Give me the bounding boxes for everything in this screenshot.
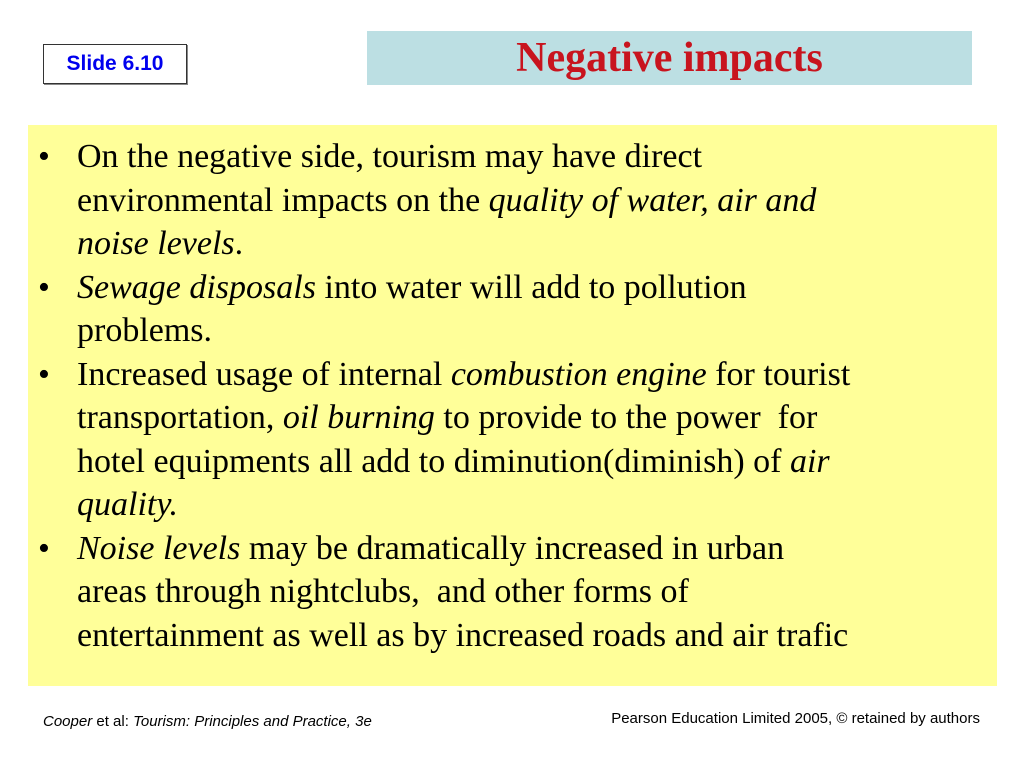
footer-citation (43, 713, 372, 730)
bullet-marker: • (38, 268, 50, 306)
body-text: for tourist (706, 355, 851, 393)
body-text: may be dramatically increased in urban (240, 529, 785, 567)
content-box (28, 125, 997, 686)
body-text: areas through nightclubs, and other forms of (77, 573, 689, 610)
bullet-list (28, 135, 850, 657)
emphasis-text: Sewage disposals (77, 268, 316, 306)
bullet-line (77, 135, 850, 179)
emphasis-text: oil burning (282, 399, 435, 436)
emphasis-text: air (789, 442, 830, 480)
bullet-line (77, 179, 850, 223)
bullet-line (77, 570, 850, 614)
bullet-line (77, 309, 850, 353)
bullet-line (77, 483, 850, 527)
bullet-line (77, 353, 850, 397)
body-text: entertainment as well as by increased roads and air trafic (77, 616, 849, 654)
body-text: . (234, 225, 244, 262)
emphasis-text: Noise levels (77, 529, 241, 567)
bullet-line (77, 266, 850, 310)
footer-author: Cooper (43, 713, 93, 730)
body-text: hotel equipments all add to diminution(diminish) of (77, 442, 790, 480)
footer-copyright: Pearson Education Limited 2005, © retained by authors (611, 710, 980, 727)
slide-number-label: Slide 6.10 (43, 44, 187, 84)
bullet-line (77, 222, 850, 266)
bullet-item (28, 527, 850, 658)
bullet-item (28, 266, 850, 353)
slide-title: Negative impacts (516, 35, 823, 81)
body-text: problems. (77, 312, 213, 349)
bullet-item (28, 135, 850, 266)
bullet-line (77, 614, 850, 658)
bullet-line (77, 440, 850, 484)
footer-book-title: Tourism: Principles and Practice, 3e (133, 713, 372, 730)
bullet-marker: • (38, 138, 50, 175)
body-text: On the negative side, tourism may have direct (77, 138, 703, 175)
body-text: environmental impacts on the (77, 181, 489, 219)
footer-etal: et al: (92, 713, 134, 730)
body-text: Increased usage of internal (77, 355, 451, 393)
emphasis-text: noise levels (77, 225, 235, 262)
bullet-marker: • (38, 355, 50, 393)
bullet-marker: • (38, 529, 50, 567)
bullet-line (77, 527, 850, 571)
body-text: into water will add to pollution (315, 268, 747, 306)
bullet-line (77, 396, 850, 440)
emphasis-text: quality of water, air and (488, 181, 817, 219)
emphasis-text: quality. (77, 486, 179, 523)
body-text: transportation, (77, 399, 283, 436)
emphasis-text: combustion engine (450, 355, 707, 393)
bullet-item (28, 353, 850, 527)
title-banner (367, 31, 972, 85)
body-text: to provide to the power for (434, 399, 818, 436)
